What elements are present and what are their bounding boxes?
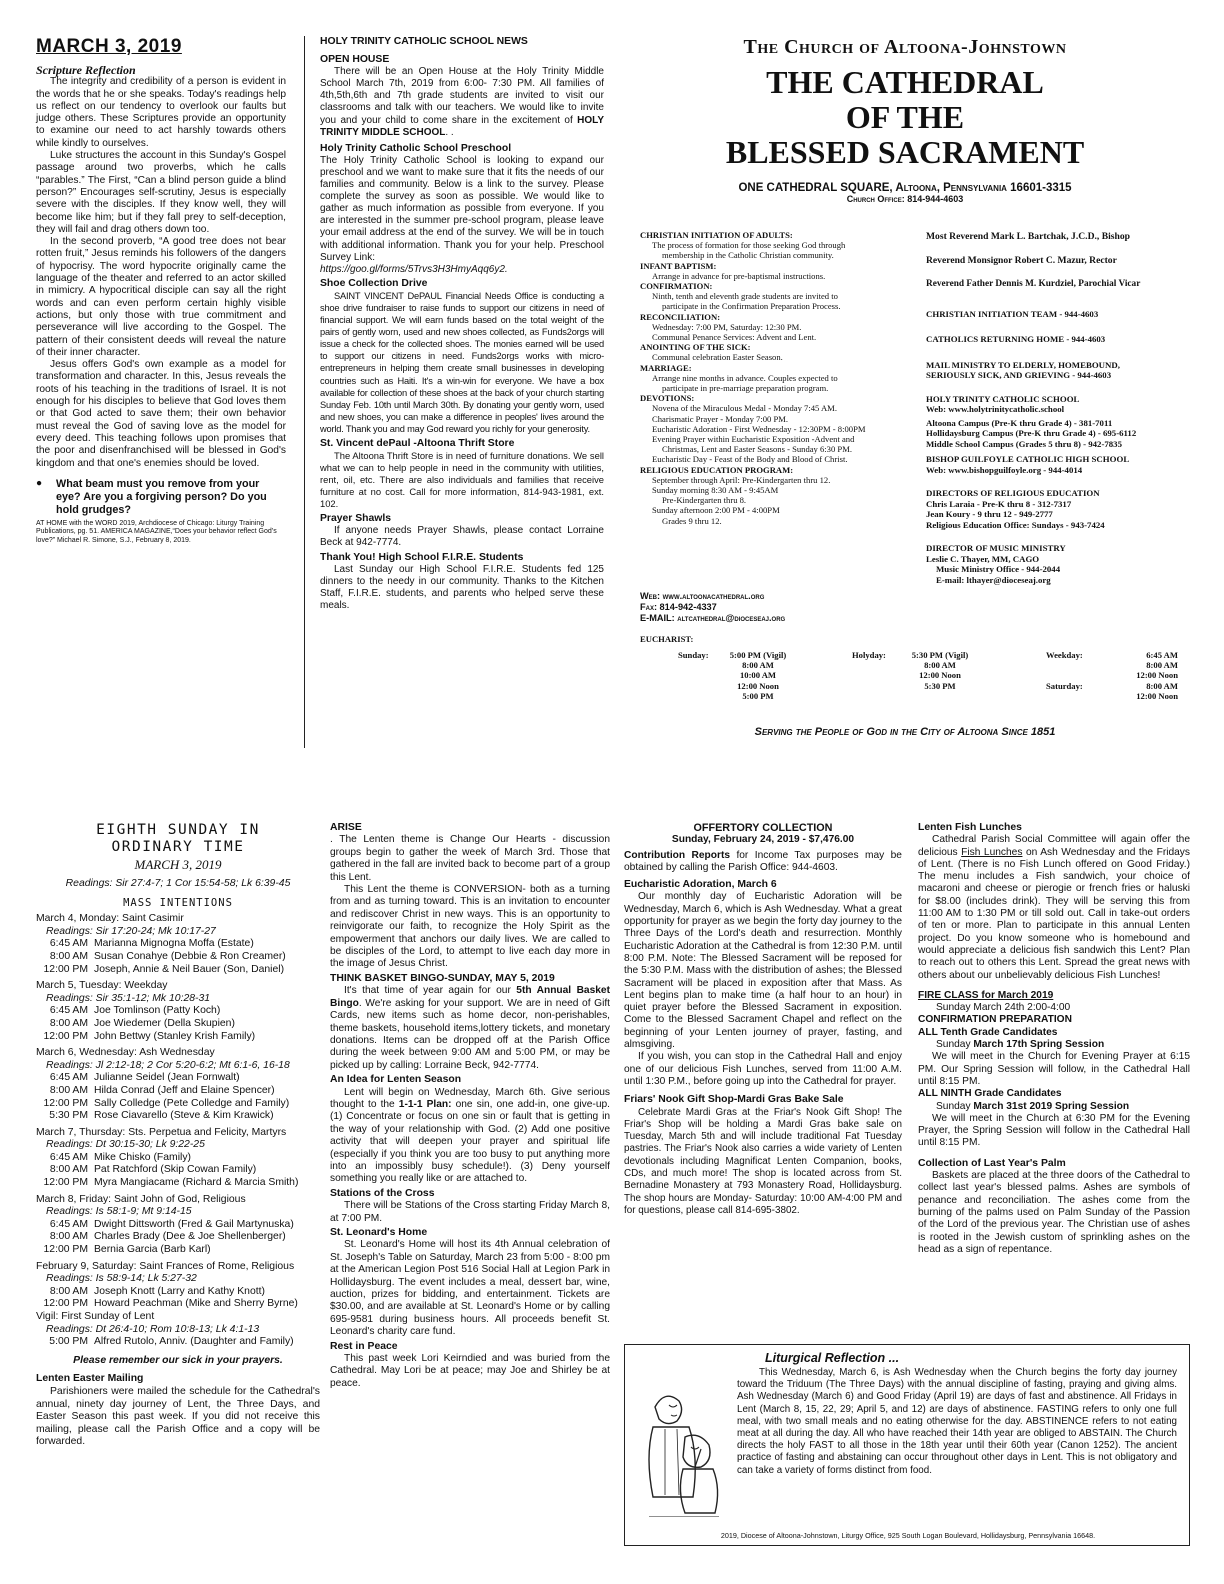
sac-confirmation: CONFIRMATION: Ninth, tenth and eleventh grade students are invited to participate in the Confirmation Preparation Process.: [640, 281, 841, 312]
cathedral-title-2: OF THE: [845, 99, 965, 135]
sunday-title-1: EIGHTH SUNDAY IN: [96, 822, 260, 838]
contact-cit: CHRISTIAN INITIATION TEAM - 944-4603: [926, 308, 1099, 319]
fish-lunches-link[interactable]: Fish Lunches: [961, 846, 1023, 858]
mi-row: 12:00 PM Howard Peachman (Mike and Sherry Byrne): [43, 1298, 298, 1310]
clergy-block: [926, 232, 1196, 585]
scripture-question: What beam must you remove from your eye? Are you a forgiving person? Do you hold grudges?: [56, 477, 267, 516]
mi-day-5: March 8, Friday: Saint John of God, Religious Readings: Is 58:1-9; Mt 9:14-15 6:45 AM Dwight Dittsworth (Fred & Gail Martynuska) 8:00 AM Charles Brady (Dee & Joe Shellenberger) 12:00 PM Bernia Garcia (Barb Karl): [36, 1194, 320, 1257]
bullet-icon: ●: [36, 477, 43, 489]
offertory-column: [624, 822, 902, 1217]
weekday-times: 6:45 AM 8:00 AM 12:00 Noon: [1136, 650, 1178, 681]
fish-title: Lenten Fish Lunches: [918, 822, 1022, 833]
school-news-title: HOLY TRINITY CATHOLIC SCHOOL NEWS: [320, 36, 528, 47]
dre-4: Religious Education Office: Sundays - 943-7424: [926, 519, 1105, 530]
sac-anointing: ANOINTING OF THE SICK: Communal celebration Easter Season.: [640, 342, 783, 363]
vigil-line: Vigil: First Sunday of Lent: [36, 1311, 155, 1322]
sunday-times: 5:00 PM (Vigil) 8:00 AM 10:00 AM 12:00 Noon 5:00 PM: [729, 650, 787, 701]
mi-row: 12:00 PM Bernia Garcia (Barb Karl): [43, 1244, 211, 1256]
stations-text: There will be Stations of the Cross starting Friday March 8, at 7:00 PM.: [330, 1200, 610, 1224]
saturday-times: 8:00 AM 12:00 Noon: [1136, 681, 1178, 702]
bg-1: BISHOP GUILFOYLE CATHOLIC HIGH SCHOOL: [926, 454, 1130, 464]
address: ONE CATHEDRAL SQUARE, Altoona, Pennsylvania 16601-3315: [738, 182, 1072, 194]
shawls-text: If anyone needs Prayer Shawls, please contact Lorraine Beck at 942-7774.: [320, 524, 604, 548]
shawls-title: Prayer Shawls: [320, 512, 392, 524]
fish-text: Cathedral Parish Social Committee will again offer the delicious Fish Lunches on Ash Wednesday and the Fridays of Lent. (There is no Fish Lunch offered on Good Friday.) The menu includes a Fish sandwich, your choice of macaroni and cheese or pierogie or french fries or haluski for $8.00 (includes drink). They will be serving this from 11:00 AM to 1:30 PM or till sold out. Call in take-out orders of ten or more. Plan to participate in this annual Lenten project. Do you know someone who is homebound and would appreciate a delicious fish sandwich this Lent? Plan to reach out to others this Lent. Spread the great news with others about our unbelievably delicious Fish Lunches!: [918, 834, 1190, 981]
shoe-title: Shoe Collection Drive: [320, 277, 428, 289]
saturday-label: Saturday:: [1046, 681, 1083, 691]
thrift-text: The Altoona Thrift Store is in need of furniture donations. We sell what we can to help people in need in the community with utilities, rent, oil, etc. There are also individuals and families that receive furniture at no cost. Call for more information, 814-943-1981, ext. 102.: [320, 450, 604, 510]
thrift-title: St. Vincent dePaul -Altoona Thrift Store: [320, 438, 515, 449]
sunday-title-2: ORDINARY TIME: [111, 839, 245, 855]
school-1: HOLY TRINITY CATHOLIC SCHOOL: [926, 393, 1080, 404]
scripture-p4: Jesus offers God's own example as a model for transformation and character. In this, Jesus reveals the roots of his teaching in the traditions of Israel. It is not enough for his disciples to believe that God loves them or that God acted to save them; their own behavior must reveal the God of saving love as the model for every deed. This teaching follows upon promises that the poor and disenfranchised will be blessed in God's kingdom and that one's enemies should be loved.: [36, 359, 286, 469]
web-block: [640, 591, 920, 624]
sunday-date: MARCH 3, 2019: [134, 857, 222, 872]
bingo-text: It's that time of year again for our 5th Annual Basket Bingo. We're asking for your support. We are in need of Gift Cards, new items such as home decor, non-perishables, theme baskets, household items,lottery tickets, and monetary donations. Items can be dropped off at the Parish Office during the week between 9:00 AM and 5:00 PM, or may be picked up by calling: Lorraine Beck, 942-7774.: [330, 985, 610, 1071]
preschool-title: Holy Trinity Catholic School Preschool: [320, 142, 512, 154]
ninth-title: ALL NINTH Grade Candidates: [918, 1088, 1062, 1100]
ash-wednesday-figures-icon: [635, 1367, 725, 1517]
sac-religious-ed: RELIGIOUS EDUCATION PROGRAM: September through April: Pre-Kindergarten thru 12. Sunday morning 8:30 AM - 9:45AM Pre-Kindergarten thru 8. Sunday afternoon 2:00 PM - 4:00PM Grades 9 thru 12.: [640, 464, 831, 526]
liturgical-illustration: [635, 1367, 725, 1517]
mi-row: 12:00 PM Joseph, Annie & Neil Bauer (Son, Daniel): [43, 963, 285, 975]
sac-devotions: DEVOTIONS: Novena of the Miraculous Medal - Monday 7:45 AM. Charismatic Prayer - Monday 7:00 PM. Eucharistic Adoration - First Wednesday - 12:30PM - 8:00PM Evening Prayer within Eucharistic Exposition -Advent and Christmas, Lent and Easter Seasons - Sunday 6:30 PM. Eucharistic Day - Feast of the Body and Blood of Christ.: [640, 393, 866, 465]
masthead: [620, 36, 1190, 204]
mi-row: 8:00 AM Susan Conahye (Debbie & Ron Creamer): [49, 950, 286, 962]
mi-row: 8:00 AM Charles Brady (Dee & Joe Shellenberger): [49, 1231, 286, 1243]
mi-row: 8:00 AM Joe Wiedemer (Della Skupien): [49, 1017, 235, 1029]
mi-row: 5:00 PM Alfred Rutolo, Anniv. (Daughter and Family): [49, 1336, 294, 1348]
school-3: Altoona Campus (Pre-K thru Grade 4) - 381-7011: [926, 417, 1113, 428]
liturgical-box: [624, 1344, 1190, 1546]
mi-row: 12:00 PM Sally Colledge (Pete Colledge and Family): [43, 1097, 290, 1109]
mi-day-3: March 6, Wednesday: Ash Wednesday Readings: Jl 2:12-18; 2 Cor 5:20-6:2; Mt 6:1-6, 16-18 6:45 AM Julianne Seidel (Jean Fornwalt) 8:00 AM Hilda Conrad (Jeff and Elaine Spencer) 12:00 PM Sally Colledge (Pete Colledge and Family) 5:30 PM Rose Ciavarello (Steve & Kim Krawick): [36, 1047, 320, 1123]
mi-row: 6:45 AM Joe Tomlinson (Patty Koch): [49, 1005, 221, 1017]
sac-baptism: INFANT BAPTISM: Arrange in advance for pre-baptismal instructions.: [640, 260, 826, 281]
holyday-label: Holyday:: [852, 650, 886, 660]
church-office: Church Office: 814-944-4603: [846, 194, 964, 204]
arise-title: ARISE: [330, 822, 362, 833]
mailing-text: Parishioners were mailed the schedule for the Cathedral's annual, ninety day journey of Lent, the Three Days, and Easter Season this past week. If you did not receive this mailing, please call the Parish Office and a copy will be forwarded.: [36, 1385, 320, 1448]
web-link[interactable]: Web: www.altoonacathedral.org: [640, 591, 765, 601]
fire-thanks-text: Last Sunday our High School F.I.R.E. Students fed 125 dinners to the needy in our community. Thanks to the Kitchen Staff, F.I.R.E. students, and parents who helped serve these meals.: [320, 563, 604, 612]
bingo-title: THINK BASKET BINGO-SUNDAY, MAY 5, 2019: [330, 972, 555, 984]
tenth-title: ALL Tenth Grade Candidates: [918, 1026, 1058, 1038]
contact-crh: CATHOLICS RETURNING HOME - 944-4603: [926, 334, 1106, 344]
dre-1: DIRECTORS OF RELIGIOUS EDUCATION: [926, 488, 1100, 498]
friars-title: Friars' Nook Gift Shop-Mardi Gras Bake Sale: [624, 1094, 844, 1106]
arise-p2: This Lent the theme is CONVERSION- both as a turning from and as turning toward. This is an invitation to encounter and rediscover Christ in new ways. This is an opportunity to reinvigorate our faith, to recognize the Holy Spirit as the empowerment that anchors our daily lives. We are called to be disciples of the Lord, to attempt to live each day more in the image of Jesus Christ.: [330, 884, 610, 970]
sunday-label: Sunday:: [678, 650, 709, 660]
leonard-title: St. Leonard's Home: [330, 1227, 428, 1238]
bishop: Most Reverend Mark L. Bartchak, J.C.D., Bishop: [926, 231, 1130, 242]
contact-mail-b: SERIOUSLY SICK, AND GRIEVING - 944-4603: [926, 370, 1112, 380]
cathedral-title-1: THE CATHEDRAL: [766, 64, 1044, 100]
school-4: Hollidaysburg Campus (Pre-K thru Grade 4) - 695-6112: [926, 428, 1137, 438]
rest-title: Rest in Peace: [330, 1340, 398, 1352]
open-house-title: OPEN HOUSE: [320, 54, 390, 66]
mi-row: 12:00 PM John Bettwy (Stanley Krish Family): [43, 1030, 256, 1042]
adoration-title: Eucharistic Adoration, March 6: [624, 879, 777, 891]
fire-class-when: Sunday March 24th 2:00-4:00: [936, 1002, 1071, 1014]
masthead-footer: Serving the People of God in the City of Altoona Since 1851: [754, 726, 1056, 738]
friars-text: Celebrate Mardi Gras at the Friar's Nook Gift Shop! The Friar's Shop will be holding a Mardi Gras bake sale on Tuesday, March 5th and will include traditional Fat Tuesday pastries. The Friar's Nook also carries a wide variety of Lenten devotionals including Magnificat Lenten Companion, books, CDs, and much more! The shop is located across from St. Bernadine Monastery at 793 Monastery Road, Hollidaysburg. The shop hours are Monday- Saturday: 10:00 AM-4:00 PM and for questions, please call 814-695-3802.: [624, 1106, 902, 1216]
eucharist-schedule: [640, 634, 1200, 710]
mi-row: 5:30 PM Rose Ciavarello (Steve & Kim Krawick): [49, 1110, 274, 1122]
scripture-title: Scripture Reflection: [36, 63, 136, 77]
tenth-session: Sunday March 17th Spring Session: [936, 1039, 1105, 1051]
school-2: Web: www.holytrinitycatholic.school: [926, 404, 1065, 414]
rector: Reverend Monsignor Robert C. Mazur, Rector: [926, 254, 1117, 266]
open-house-text: There will be an Open House at the Holy Trinity Middle School March 7th, 2019 from 6:00- 7:30 PM. All families of 4th,5th,6th and 7th grade students are invited to visit our classrooms and talk with our teachers. We would like to invite you and your child to come share in the excitement of HOLY TRINITY MIDDLE SCHOOL. .: [320, 66, 604, 138]
liturgical-title: Liturgical Reflection ...: [765, 1351, 900, 1365]
arise-p1: . The Lenten theme is Change Our Hearts - discussion groups begin to gather the week of March 3rd. Those that gathered in the fall are invited back to become part of a group this Lent.: [330, 834, 610, 883]
scripture-p2: Luke structures the account in this Sunday's Gospel passage around two proverbs, which he calls “parables.” The First, “Can a blind person guide a blind person?” Encourages self-scrutiny, Jesus is especially severe with the disciples. If they know well, they will become like him; but if they fall prey to self-deception, they will fail and drag others down too.: [36, 150, 286, 235]
dre-3: Jean Koury - 9 thru 12 - 949-2777: [926, 509, 1053, 519]
mi-row: 6:45 AM Julianne Seidel (Jean Fornwalt): [49, 1072, 240, 1084]
adoration-p2: If you wish, you can stop in the Cathedral Hall and enjoy one of our delicious Fish Lunches, served from 11:00 A.M. until 1:30 P.M., before going up into the Cathedral for prayer.: [624, 1051, 902, 1087]
eighth-sunday-column: [36, 822, 320, 1449]
offertory-sub: Sunday, February 24, 2019 - $7,476.00: [671, 834, 855, 846]
holyday-times: 5:30 PM (Vigil) 8:00 AM 12:00 Noon 5:30 PM: [911, 650, 969, 691]
shoe-text: SAINT VINCENT DePAUL Financial Needs Office is conducting a shoe drive fundraiser to raise funds to support our citizens in need of financial support. We will earn funds based on the total weight of the pairs of gently worn, used and new shoes collected, as Funds2orgs will issue a check for the collected shoes. The monies earned will be used to support our citizens in need. Funds2orgs works with micro-entrepreneurs in helping them create small businesses in developing countries such as Haiti. It's a win-win for everyone. We have a box available for collection of these shoes at the back of your church starting Sunday Feb. 10th until March 30th. By donating your gently worn, used and new shoes, you can make a difference in peoples' lives around the world. Thank you and may God reward you richly for your generosity.: [320, 290, 604, 434]
preschool-link[interactable]: https://goo.gl/forms/5Trvs3H3HmyAqq6y2.: [320, 263, 508, 275]
mi-day-6: February 9, Saturday: Saint Frances of Rome, Religious Readings: Is 58:9-14; Lk 5:27-32 8:00 AM Joseph Knott (Larry and Kathy Knott) 12:00 PM Howard Peachman (Mike and Sherry Byrne) Vigil: First Sunday of Lent Readings: Dt 26:4-10; Rom 10:8-13; Lk 4:1-13 5:00 PM Alfred Rutolo, Anniv. (Daughter and Family): [36, 1261, 320, 1349]
mass-intentions-title: MASS INTENTIONS: [123, 896, 233, 909]
music-4: E-mail: lthayer@dioceseaj.org: [936, 574, 1051, 585]
church-name: The Church of Altoona-Johnstown: [743, 36, 1067, 58]
school-5: Middle School Campus (Grades 5 thru 8) - 942-7835: [926, 438, 1122, 449]
contrib-text: Contribution Reports for Income Tax purposes may be obtained by calling the Parish Office: 944-4603.: [624, 849, 902, 873]
sacraments-block: [640, 230, 910, 526]
palm-title: Collection of Last Year's Palm: [918, 1157, 1066, 1169]
idea-title: An Idea for Lenten Season: [330, 1074, 462, 1086]
arise-column: [330, 822, 610, 1390]
rest-text: This past week Lori Keirndied and was buried from the Cathedral. May Lori be at peace; may Joe and Shirley be at peace.: [330, 1353, 610, 1389]
palm-text: Baskets are placed at the three doors of the Cathedral to collect last year's blessed palms. Ashes are symbols of penance and reconciliation. The ashes come from the burning of the palms used on Palm Sunday of the Passion of the Lord of the previous year. The Christian use of ashes is rooted in the Jewish custom of sprinkling ashes on the head as a sign of repentance.: [918, 1170, 1190, 1255]
divider-vertical-1: [304, 36, 305, 748]
fire-class-title: FIRE CLASS for March 2019: [918, 989, 1054, 1001]
eucharist-label: EUCHARIST:: [640, 634, 694, 644]
music-3: Music Ministry Office - 944-2044: [936, 564, 1061, 574]
date-header: MARCH 3, 2019: [36, 36, 182, 57]
scripture-p3: In the second proverb, “A good tree does not bear rotten fruit,” Jesus reminds his followers of the dangers of hypocrisy. The word hypocrite originally came the language of the theater and referred to an actor skilled in mimicry. A hypocritical disciple can say all the right words and can even perform certain highly visible actions, but only those with true commitment and perseverance will live according to the Gospel. The pattern of their consistent deeds will reveal the nature of their inner character.: [36, 236, 286, 358]
dre-2: Chris Laraia - Pre-K thru 8 - 312-7317: [926, 498, 1072, 509]
mailing-title: Lenten Easter Mailing: [36, 1373, 144, 1385]
liturgical-text: This Wednesday, March 6, is Ash Wednesday when the Church begins the forty day journey toward the Triduum (The Three Days) with the annual discipline of fasting, praying and giving alms. Ash Wednesday (March 6) and Good Friday (April 19) are days of fast and abstinence. All Fridays in Lent (March 8, 15, 22, 29; April 5, and 12) are days of abstinence. FASTING refers to only one full meal, with two small meals and no eating otherwise for the day. ABSTINENCE refers to not eating meat at all during the day. All who have reached their 14th year are obliged to ABSTAIN. The Church directs the holy FAST to all those in the 18th year until their 60th year (Canon 1252). The ancient practice of fasting and abstaining can occur throughout other days in Lent. This is not obligatory and can take a variety of forms distinct from food.: [737, 1367, 1177, 1476]
scripture-source: AT HOME with the WORD 2019, Archdiocese of Chicago: Liturgy Training Publications, pg. 51. AMERICA MAGAZINE,“Does your behavior reflect God’s love?” Michael R. Simone, S.J., February 8, 2019.: [36, 519, 277, 544]
mi-row: 8:00 AM Hilda Conrad (Jeff and Elaine Spencer): [49, 1084, 275, 1096]
stations-title: Stations of the Cross: [330, 1187, 435, 1199]
mass-intentions: [36, 913, 320, 1349]
weekday-label: Weekday:: [1046, 650, 1083, 660]
ninth-text: We will meet in the Church at 6:30 PM for the Evening Prayer, the Spring Session will follow in the Cathedral Hall until 8:15 PM.: [918, 1112, 1190, 1149]
parochial-vicar: Reverend Father Dennis M. Kurdziel, Parochial Vicar: [926, 279, 1141, 289]
mi-day-2: March 5, Tuesday: Weekday Readings: Sir 35:1-12; Mk 10:28-31 6:45 AM Joe Tomlinson (Patty Koch) 8:00 AM Joe Wiedemer (Della Skupien) 12:00 PM John Bettwy (Stanley Krish Family): [36, 980, 320, 1043]
music-1: DIRECTOR OF MUSIC MINISTRY: [926, 543, 1066, 553]
sac-marriage: MARRIAGE: Arrange nine months in advance. Couples expected to participate in pre-marriage preparation program.: [640, 362, 838, 394]
email-link[interactable]: E-MAIL: altcathedral@dioceseaj.org: [640, 613, 786, 623]
scripture-column: [36, 36, 286, 545]
mi-row: 6:45 AM Mike Chisko (Family): [49, 1151, 191, 1163]
adoration-p1: Our monthly day of Eucharistic Adoration will be Wednesday, March 6, which is Ash Wednesday. What a great opportunity for prayer as we begin the forty day journey to the Three Days of the Lord's death and resurrection. Monthly Eucharistic Adoration at the Cathedral is from 12:30 P.M. until 8:00 P.M. Note: The Blessed Sacrament will be reposed for the 5:30 P.M. Mass with the distribution of ashes; the Blessed Sacrament will be placed in exposition after that Mass. As Lent begins plan to make time (a half hour to an hour) in quiet prayer before the Blessed Sacrament in exposition. Come to the Blessed Sacrament Chapel and reflect on the beginning of your Lenten journey of prayer, fasting, and almsgiving.: [624, 891, 902, 1051]
scripture-p1: The integrity and credibility of a person is evident in the words that he or she speaks. Today's readings help us reflect on our tendency to overlook our faults but judge others. These Scriptures provide an opportunity to examine our need to act harshly towards others while kindly to ourselves.: [36, 76, 286, 149]
liturgical-credit: 2019, Diocese of Altoona-Johnstown, Liturgy Office, 925 South Logan Boulevard, Hollidaysburg, Pennsylvania 16648.: [720, 1531, 1096, 1540]
school-news-column: [320, 36, 604, 612]
fax: Fax: 814-942-4337: [640, 602, 717, 612]
sac-reconciliation: RECONCILIATION: Wednesday: 7:00 PM, Saturday: 12:30 PM. Communal Penance Services: Advent and Lent.: [640, 311, 817, 343]
ninth-session: Sunday March 31st 2019 Spring Session: [936, 1100, 1130, 1112]
sunday-readings: Readings: Sir 27:4-7; 1 Cor 15:54-58; Lk 6:39-45: [65, 878, 291, 889]
mi-row: 6:45 AM Marianna Mignogna Moffa (Estate): [49, 938, 254, 950]
fire-thanks-title: Thank You! High School F.I.R.E. Students: [320, 551, 524, 563]
sac-cia: CHRISTIAN INITIATION OF ADULTS: The process of formation for those seeking God through membership in the Catholic Christian community.: [640, 230, 846, 261]
mi-day-1: March 4, Monday: Saint Casimir Readings: Sir 17:20-24; Mk 10:17-27 6:45 AM Marianna Mignogna Moffa (Estate) 8:00 AM Susan Conahye (Debbie & Ron Creamer) 12:00 PM Joseph, Annie & Neil Bauer (Son, Daniel): [36, 913, 320, 976]
music-2: Leslie C. Thayer, MM, CAGO: [926, 553, 1040, 564]
contact-mail-a: MAIL MINISTRY TO ELDERLY, HOMEBOUND,: [926, 359, 1120, 370]
tenth-text: We will meet in the Church for Evening Prayer at 6:15 PM. Our Spring Session will follow, in the Cathedral Hall until 8:15 PM.: [918, 1051, 1190, 1087]
mi-row: 6:45 AM Dwight Dittsworth (Fred & Gail Martynuska): [49, 1218, 294, 1230]
mi-row: 8:00 AM Pat Ratchford (Skip Cowan Family): [49, 1164, 257, 1176]
idea-text: Lent will begin on Wednesday, March 6th. Give serious thought to the 1-1-1 Plan: one sin, one add-in, one give-up. (1) Concentrate or focus on one sin or fault that is getting in the way of your relationship with God. (2) Add one positive activity that will deepen your prayer and spiritual life (especially if you think you are too busy to put anything more into an impossibly busy schedule!). (3) Deny yourself something you really like or are attached to.: [330, 1086, 610, 1185]
mi-row: 8:00 AM Joseph Knott (Larry and Kathy Knott): [49, 1285, 265, 1297]
offertory-title: OFFERTORY COLLECTION: [693, 822, 833, 834]
bg-2: Web: www.bishopguilfoyle.org - 944-4014: [926, 464, 1083, 475]
sick-prayers: Please remember our sick in your prayers.: [73, 1354, 283, 1366]
preschool-text: The Holy Trinity Catholic School is looking to expand our preschool and we want to make sure that it fits the needs of our families and community. Below is a link to the survey. Please complete the survey as soon as possible. We would like to gather as much information as possible from everyone. If you are interested in the summer pre-school program, please leave your email address at the end of the survey. We will be in touch with additional information. Thank you for your help. Preschool Survey Link:: [320, 154, 604, 263]
lenten-column: [918, 822, 1190, 1256]
mi-day-4: March 7, Thursday: Sts. Perpetua and Felicity, Martyrs Readings: Dt 30:15-30; Lk 9:22-25 6:45 AM Mike Chisko (Family) 8:00 AM Pat Ratchford (Skip Cowan Family) 12:00 PM Myra Mangiacame (Richard & Marcia Smith): [36, 1127, 320, 1190]
leonard-text: St. Leonard's Home will host its 4th Annual celebration of St. Joseph's Table on Saturday, March 23 from 5:00 - 8:00 pm at the American Legion Post 516 Social Hall at Legion Park in Hollidaysburg. The event includes a meal, dessert bar, wine, auction, prizes for bidding, and entertainment. Tickets are $30.00, and are available at St. Leonard's Home or by calling 695-9581 during business hours. All proceeds benefit St. Leonard's charity care fund.: [330, 1239, 610, 1338]
cathedral-title-3: BLESSED SACRAMENT: [725, 134, 1085, 170]
conf-title: CONFIRMATION PREPARATION: [918, 1014, 1072, 1026]
mi-row: 12:00 PM Myra Mangiacame (Richard & Marcia Smith): [43, 1177, 299, 1189]
